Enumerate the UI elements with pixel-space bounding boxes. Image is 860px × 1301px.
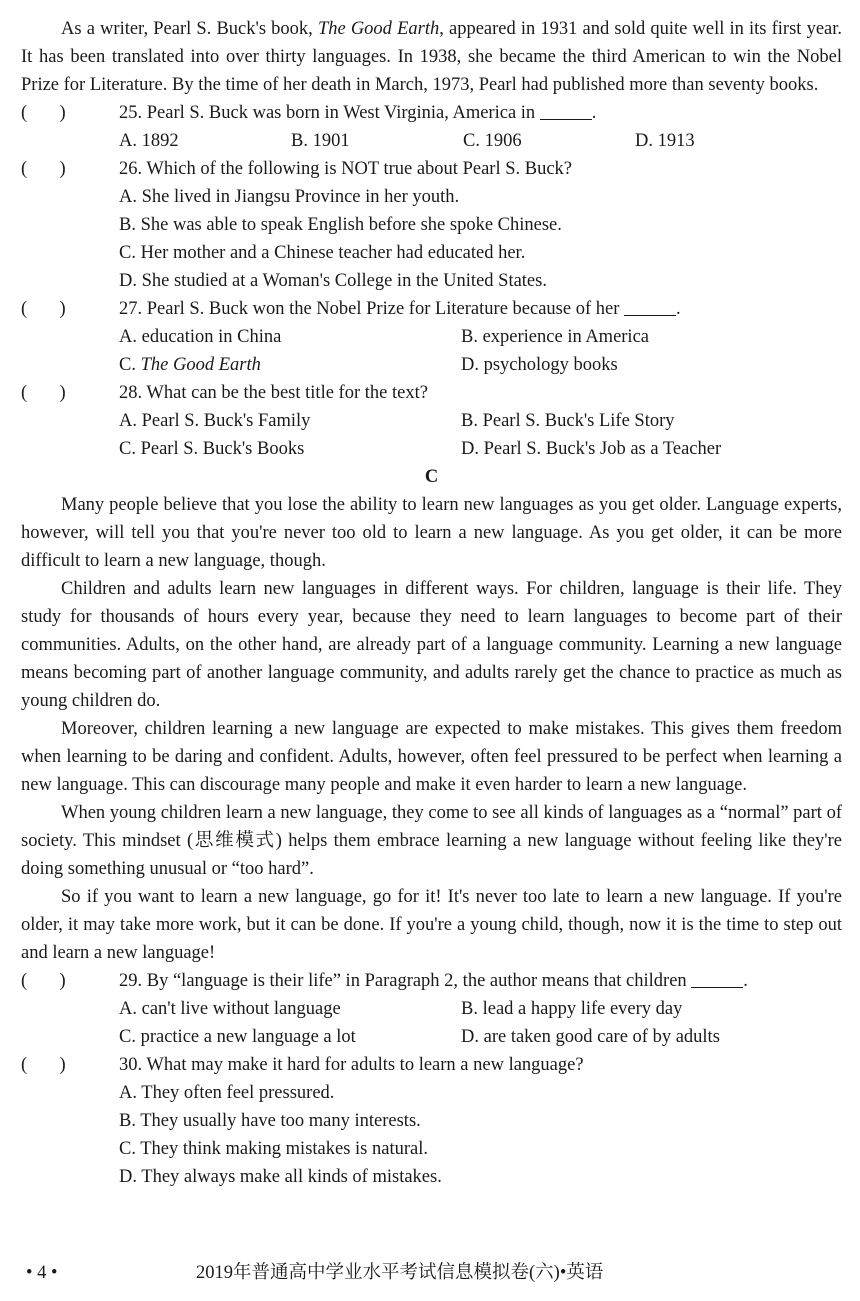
- question-30: [21, 1051, 842, 1079]
- option-a[interactable]: A. can't live without language: [119, 999, 341, 1019]
- option-a[interactable]: A. education in China: [119, 327, 282, 347]
- question-number: 29.: [119, 971, 143, 991]
- passage-c-paragraph-5: So if you want to learn a new language, go for it! It's never too late to learn a new language. If you're older, it may take more work, but it can be done. If you're a young child, though, now it is the time to step out and learn a new language!: [21, 887, 842, 963]
- question-end: .: [675, 299, 681, 319]
- option-b[interactable]: B. They usually have too many interests.: [119, 1111, 421, 1131]
- answer-blank: [691, 969, 743, 988]
- question-number: 25.: [119, 103, 143, 123]
- question-number: 30.: [119, 1055, 143, 1075]
- answer-blank: [540, 101, 592, 120]
- question-26: [21, 155, 842, 183]
- option-b[interactable]: B. experience in America: [461, 327, 649, 347]
- option-d[interactable]: D. psychology books: [461, 355, 618, 375]
- answer-bracket[interactable]: ( ): [21, 103, 66, 123]
- page-number: • 4 •: [26, 1263, 58, 1283]
- paragraph-text: As a writer, Pearl S. Buck's book,: [61, 19, 318, 39]
- option-d[interactable]: D. They always make all kinds of mistakes.: [119, 1167, 442, 1187]
- page-footer: [26, 1259, 826, 1287]
- exam-title: 2019年普通高中学业水平考试信息模拟卷(六)•英语: [196, 1263, 604, 1283]
- option-c[interactable]: C. 1906: [463, 131, 522, 151]
- question-29: [21, 967, 842, 995]
- option-c[interactable]: [119, 351, 461, 379]
- options-29-row2: [21, 1023, 842, 1051]
- question-number: 26.: [119, 159, 143, 179]
- question-28: [21, 379, 842, 407]
- options-25: [21, 127, 842, 155]
- passage-c-paragraph-2: Children and adults learn new languages in different ways. For children, language is their life. They study for thousands of hours every year, because they need to learn languages to become part of their communities. Adults, on the other hand, are already part of a language community. Learning a new language means becoming part of another language community, and adults rarely get the chance to practice as much as young children do.: [21, 579, 842, 711]
- question-text: By “language is their life” in Paragraph 2, the author means that children: [146, 971, 687, 991]
- passage-c-paragraph-3: Moreover, children learning a new language are expected to make mistakes. This gives them freedom when learning to be daring and confident. Adults, however, often feel pressured to be perfect when learning a new language. This can discourage many people and make it even harder to learn a new language.: [21, 719, 842, 795]
- options-29-row1: [21, 995, 842, 1023]
- option-c[interactable]: C. Her mother and a Chinese teacher had educated her.: [119, 243, 526, 263]
- book-title: The Good Earth: [317, 19, 440, 39]
- answer-bracket[interactable]: ( ): [21, 383, 66, 403]
- question-text: What may make it hard for adults to learn a new language?: [146, 1055, 584, 1075]
- question-text: Pearl S. Buck was born in West Virginia, America in: [146, 103, 536, 123]
- answer-bracket[interactable]: ( ): [21, 971, 66, 991]
- option-b[interactable]: B. 1901: [291, 131, 350, 151]
- option-b[interactable]: B. lead a happy life every day: [461, 999, 683, 1019]
- option-a[interactable]: A. 1892: [119, 131, 179, 151]
- option-a[interactable]: A. She lived in Jiangsu Province in her youth.: [119, 187, 460, 207]
- answer-blank: [624, 297, 676, 316]
- question-27: [21, 295, 842, 323]
- options-28-row2: [21, 435, 842, 463]
- passage-b-final-paragraph: [21, 15, 842, 99]
- option-letter: C.: [119, 355, 141, 375]
- question-number: 27.: [119, 299, 143, 319]
- question-end: .: [743, 971, 748, 991]
- question-text: Which of the following is NOT true about Pearl S. Buck?: [146, 159, 573, 179]
- option-c[interactable]: C. practice a new language a lot: [119, 1027, 356, 1047]
- option-d[interactable]: D. are taken good care of by adults: [461, 1027, 720, 1047]
- passage-c-paragraph-1: Many people believe that you lose the ability to learn new languages as you get older. Language experts, however, will tell you that you're never too old to learn a new language. As you get older, it can be more difficult to learn a new language, though.: [21, 495, 842, 571]
- options-27-row2: [21, 351, 842, 379]
- option-d[interactable]: D. She studied at a Woman's College in the United States.: [119, 271, 547, 291]
- question-end: .: [591, 103, 597, 123]
- option-d[interactable]: D. Pearl S. Buck's Job as a Teacher: [461, 439, 722, 459]
- book-title: The Good Earth: [140, 355, 261, 375]
- option-c[interactable]: C. Pearl S. Buck's Books: [119, 439, 305, 459]
- question-25: [21, 99, 842, 127]
- question-text: What can be the best title for the text?: [146, 383, 428, 403]
- question-text: Pearl S. Buck won the Nobel Prize for Literature because of her: [146, 299, 620, 319]
- option-b[interactable]: B. Pearl S. Buck's Life Story: [461, 411, 675, 431]
- options-27-row1: [21, 323, 842, 351]
- paragraph-text: , appeared in 1931 and sold quite well in its first year. It has been translated into over thirty languages. In 1938, she became the third American to win the Nobel Prize for Literature. By the time of her death in March, 1973, Pearl had published more than seventy books.: [21, 19, 843, 95]
- option-a[interactable]: A. They often feel pressured.: [119, 1083, 335, 1103]
- answer-bracket[interactable]: ( ): [21, 299, 66, 319]
- option-c[interactable]: C. They think making mistakes is natural.: [119, 1139, 428, 1159]
- option-b[interactable]: B. She was able to speak English before she spoke Chinese.: [119, 215, 562, 235]
- answer-bracket[interactable]: ( ): [21, 159, 66, 179]
- section-heading-c: C: [424, 467, 439, 487]
- passage-c-paragraph-4: When young children learn a new language, they come to see all kinds of languages as a “normal” part of society. This mindset (思维模式) helps them embrace learning a new language without feeling like they're doing something unusual or “too hard”.: [21, 803, 842, 879]
- options-28-row1: [21, 407, 842, 435]
- option-d[interactable]: D. 1913: [635, 131, 695, 151]
- answer-bracket[interactable]: ( ): [21, 1055, 66, 1075]
- option-a[interactable]: A. Pearl S. Buck's Family: [119, 411, 311, 431]
- question-number: 28.: [119, 383, 143, 403]
- exam-page: [21, 15, 842, 1191]
